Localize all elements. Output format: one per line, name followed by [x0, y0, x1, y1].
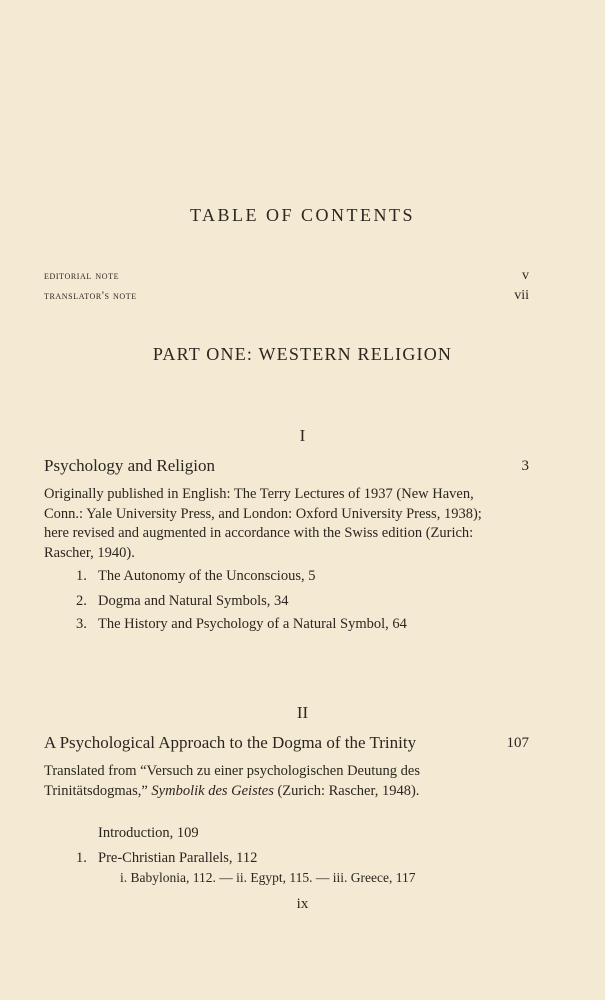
sub-list-item: i. Babylonia, 112. — ii. Egypt, 115. — iii. Greece, 117	[120, 870, 416, 885]
item-number: 3.	[76, 616, 87, 632]
item-number: 1.	[76, 568, 87, 584]
section-page: 107	[506, 735, 529, 751]
list-item[interactable]	[76, 850, 257, 867]
toc-entry-editorial-note[interactable]: editorial note	[44, 270, 120, 282]
item-text: The History and Psychology of a Natural Symbol, 64	[98, 616, 407, 632]
page-title: TABLE OF CONTENTS	[189, 205, 416, 225]
list-item-intro[interactable]: Introduction, 109	[98, 825, 199, 841]
list-item[interactable]	[76, 593, 289, 610]
item-number: 2.	[76, 593, 87, 609]
list-item[interactable]	[76, 568, 315, 585]
description-italic-title: Symbolik des Geistes	[151, 782, 274, 799]
toc-entry-translators-note[interactable]: translator's note	[44, 290, 137, 302]
item-text: Pre-Christian Parallels, 112	[98, 850, 258, 866]
section-numeral: II	[296, 703, 309, 722]
section-title[interactable]: A Psychological Approach to the Dogma of the Trinity	[44, 733, 417, 752]
description-text: (Zurich: Rascher, 1948).	[273, 782, 420, 799]
item-text: Dogma and Natural Symbols, 34	[98, 593, 289, 609]
section-title[interactable]: Psychology and Religion	[44, 456, 215, 475]
section-description	[44, 762, 484, 801]
toc-page-translators-note: vii	[514, 288, 529, 303]
page-number: ix	[296, 896, 309, 912]
section-description: Originally published in English: The Terry Lectures of 1937 (New Haven, Conn.: Yale University Press, and London: Oxford University Press, 1938); here revised and augmented in accordance with the Swiss edition (Zurich: Rascher, 1940).	[44, 486, 482, 561]
section-page: 3	[521, 458, 529, 474]
section-numeral: I	[299, 426, 306, 445]
list-item[interactable]	[76, 616, 407, 633]
item-text: The Autonomy of the Unconscious, 5	[98, 568, 316, 584]
description-text: Translated from “Versuch zu einer psychologischen Deutung des Trinitätsdogmas,”	[44, 763, 420, 799]
part-heading: PART ONE: WESTERN RELIGION	[152, 344, 453, 364]
item-number: 1.	[76, 850, 87, 866]
toc-page-editorial-note: v	[522, 268, 529, 283]
